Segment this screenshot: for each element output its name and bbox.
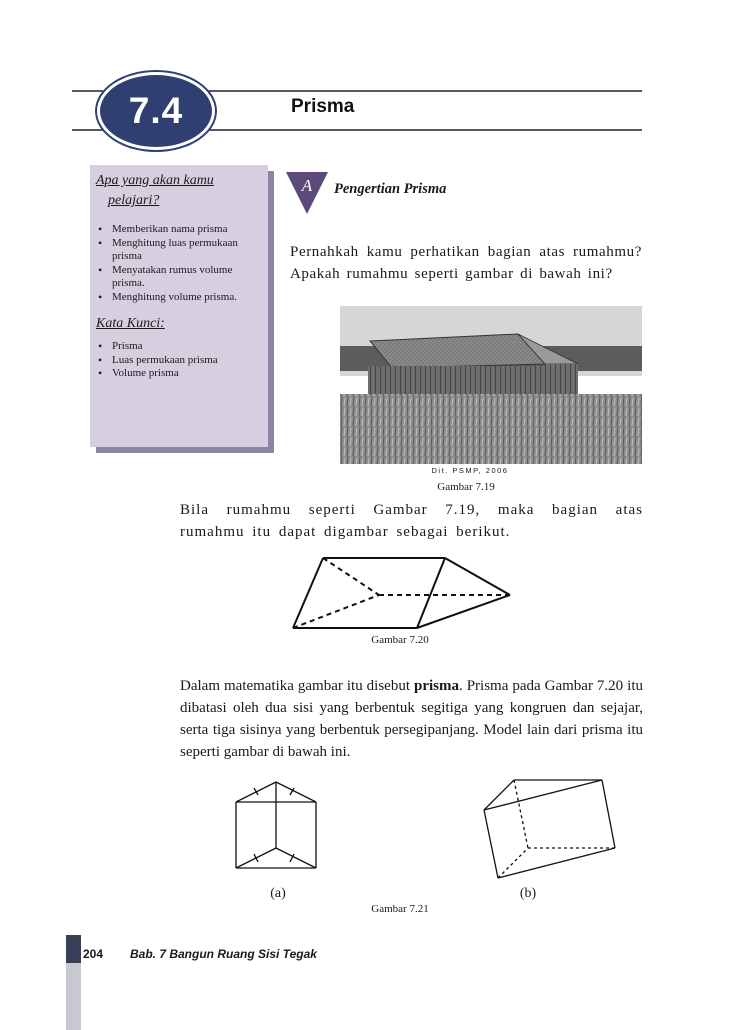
- definition-keyword: prisma: [413, 678, 459, 694]
- intro-paragraph: Pernahkah kamu perhatikan bagian atas rumahmu?Apakah rumahmu seperti gambar di bawah ini?: [290, 244, 642, 282]
- keywords-list: [96, 340, 262, 381]
- section-number-badge: [97, 72, 215, 150]
- list-item: • Volume prisma: [96, 367, 262, 381]
- goals-list: [96, 223, 262, 304]
- learning-goals-box: [90, 165, 268, 447]
- prism-figure-7-20: [285, 550, 520, 636]
- prism-figure-b: [470, 770, 620, 880]
- page-title: Prisma: [291, 96, 355, 117]
- section-letter: A: [301, 176, 313, 195]
- photo-credit: Dit. PSMP, 2006: [431, 466, 509, 475]
- roof-paragraph: Bila rumahmu seperti Gambar 7.19, maka bagian atas rumahmu itu dapat digambar sebagai berikut.: [180, 502, 643, 540]
- section-number: 7.4: [128, 90, 184, 131]
- definition-text-start: Dalam matematika gambar itu disebut: [180, 678, 414, 694]
- list-item: • Menyatakan rumus volume prisma.: [96, 264, 262, 291]
- goals-heading-cont: pelajari?: [108, 193, 160, 208]
- goals-heading: Apa yang akan kamu: [96, 173, 214, 188]
- list-item: • Menghitung volume prisma.: [96, 291, 262, 305]
- list-item: • Prisma: [96, 340, 262, 354]
- chapter-title: Bab. 7 Bangun Ruang Sisi Tegak: [130, 947, 317, 961]
- barn-photo: [340, 306, 642, 464]
- caption-7-21: Gambar 7.21: [371, 903, 429, 915]
- definition-text-end: . Prisma pada Gambar 7.20 itu dibatasi oleh dua sisi yang berbentuk segitiga yang kongruen dan sejajar, serta tiga sisinya yang berbentuk persegipanjang. Model lain dari prisma itu seperti gambar di bawah ini.: [180, 678, 643, 760]
- keywords-heading: Kata Kunci:: [96, 316, 165, 331]
- footer-marker: [66, 935, 81, 963]
- list-item: • Luas permukaan prisma: [96, 354, 262, 368]
- list-item: • Memberikan nama prisma: [96, 223, 262, 237]
- caption-7-20: Gambar 7.20: [371, 634, 429, 646]
- prism-figure-a: [228, 776, 328, 876]
- list-item: • Menghitung luas permukaan prisma: [96, 237, 262, 264]
- label-b: (b): [519, 886, 537, 901]
- section-title: Pengertian Prisma: [334, 181, 447, 197]
- caption-7-19: Gambar 7.19: [437, 481, 495, 493]
- page-number: 204: [83, 947, 104, 961]
- label-a: (a): [270, 886, 286, 901]
- prisma-definition-paragraph: [180, 675, 643, 763]
- section-letter-triangle: [286, 172, 328, 214]
